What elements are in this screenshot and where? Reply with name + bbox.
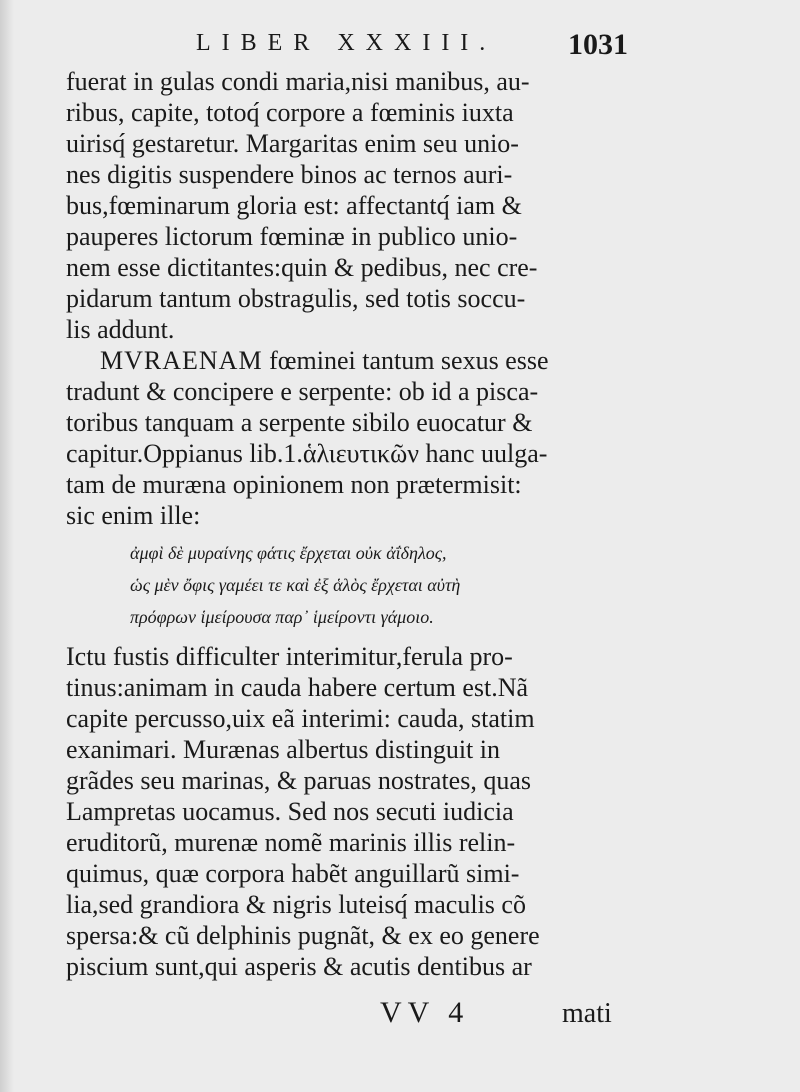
text-line: Lampretas uocamus. Sed nos secuti iudicia: [66, 797, 514, 826]
paragraph-2: [66, 345, 628, 531]
text-line: [66, 345, 628, 376]
text-line: Ictu fustis difficulter interimitur,ferula pro-: [66, 642, 513, 671]
gutter-shadow: [0, 0, 14, 1092]
text-line: grãdes seu marinas, & paruas nostrates, quas: [66, 766, 531, 795]
text-line: capite percusso,uix eã interimi: cauda, statim: [66, 704, 535, 733]
text-line: eruditorũ, murenæ nomẽ marinis illis relin-: [66, 828, 516, 857]
text-line: tam de muræna opinionem non prætermisit:: [66, 470, 522, 499]
text-line: pidarum tantum obstragulis, sed totis soccu-: [66, 284, 526, 313]
catchword: mati: [562, 998, 612, 1029]
text-line: exanimari. Murænas albertus distinguit in: [66, 735, 500, 764]
greek-verse: ἀμφὶ δὲ μυραίνης φάτις ἔρχεται οὐκ ἀΐδηλος,: [130, 543, 447, 563]
text-line: capitur.Oppianus lib.1.ἁλιευτικῶν hanc uulga-: [66, 439, 548, 468]
greek-quotation: [130, 537, 628, 633]
text-line: lia,sed grandiora & nigris luteisq́ maculis cõ: [66, 890, 526, 919]
paragraph-3: [66, 641, 628, 982]
text-line: quimus, quæ corpora habẽt anguillarũ simi-: [66, 859, 520, 888]
text-line: nem esse dictitantes:quin & pedibus, nec cre-: [66, 253, 538, 282]
running-title: LIBER XXXIII.: [196, 30, 497, 56]
paragraph-1: [66, 66, 628, 345]
text-line: nes digitis suspendere binos ac ternos auri-: [66, 160, 513, 189]
text-line: tradunt & concipere e serpente: ob id a pisca-: [66, 377, 539, 406]
text-line: tinus:animam in cauda habere certum est.Nã: [66, 673, 529, 702]
text-line: bus,fœminarum gloria est: affectantq́ iam &: [66, 191, 522, 220]
text-line: fuerat in gulas condi maria,nisi manibus, au-: [66, 67, 530, 96]
text-line: uirisq́ gestaretur. Margaritas enim seu unio-: [66, 129, 519, 158]
signature-mark: VV 4: [380, 996, 470, 1029]
text-line: piscium sunt,qui asperis & acutis dentibus ar: [66, 952, 532, 981]
text-line: pauperes lictorum fœminæ in publico unio-: [66, 222, 518, 251]
page-header: [0, 30, 800, 64]
body-text: [66, 66, 628, 982]
text-line: sic enim ille:: [66, 501, 201, 530]
text-line: toribus tanquam a serpente sibilo euocatur &: [66, 408, 533, 437]
text-line: lis addunt.: [66, 315, 175, 344]
paragraph-initial-word: MVRAENAM: [100, 346, 263, 375]
text-fragment: fœminei tantum sexus esse: [262, 346, 549, 375]
greek-verse: πρόφρων ἱμείρουσα παρ᾽ ἱμείροντι γάμοιο.: [130, 607, 434, 627]
page-number: 1031: [568, 28, 628, 61]
greek-verse: ὡς μὲν ὄφις γαμέει τε καὶ ἐξ ἁλὸς ἔρχεται αὐτὴ: [130, 575, 461, 595]
text-line: ribus, capite, totoq́ corpore a fœminis iuxta: [66, 98, 514, 127]
page-footer: [0, 996, 800, 1036]
text-line: spersa:& cũ delphinis pugnãt, & ex eo genere: [66, 921, 540, 950]
